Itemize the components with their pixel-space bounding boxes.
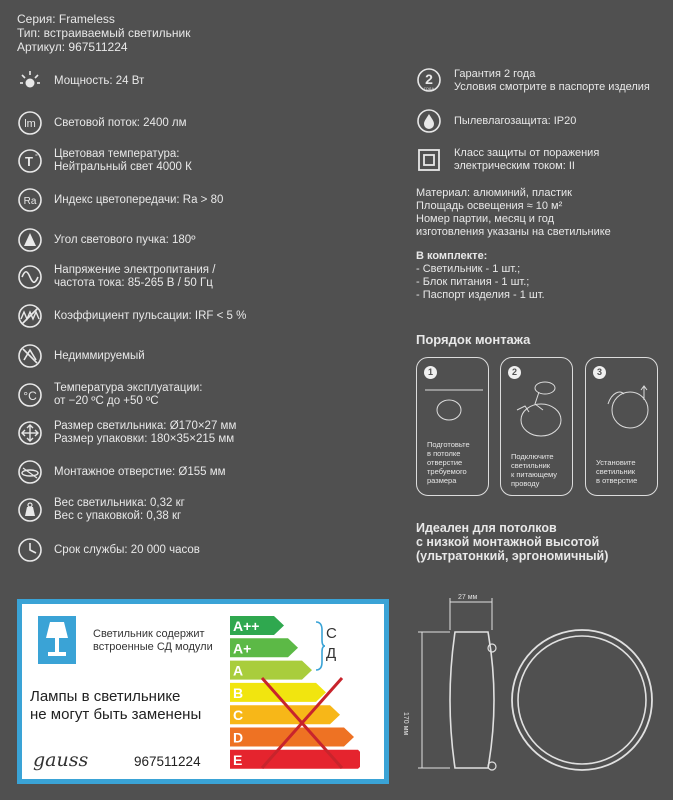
ip-block [416,108,576,134]
spec-color-temp [17,148,192,174]
double-insulation-icon [416,147,442,173]
svg-text:lm: lm [24,118,36,130]
protection-line: электрическим током: II [454,160,575,172]
install-illustration [594,380,652,440]
kit-item: - Паспорт изделия - 1 шт. [416,289,545,301]
spec-line: Цветовая температура: [54,148,180,160]
class-range [326,624,337,664]
ripple-icon [17,303,43,329]
spec-line: Размер светильника: Ø170×27 мм [54,420,237,432]
material-info [416,187,611,239]
lamp-icon [38,616,76,669]
weight-icon [17,497,43,523]
svg-text:°C: °C [23,389,37,403]
material-line: Материал: алюминий, пластик [416,187,572,199]
spec-line: от −20 ºС до +50 ºС [54,395,159,407]
ceiling-hole-illustration [425,380,483,436]
spec-line: Размер упаковки: 180×35×215 мм [54,433,235,445]
article-line: Артикул: 967511224 [17,40,128,54]
mounting-step-3 [585,357,658,496]
step-number: 1 [424,366,437,379]
spec-line: Нейтральный свет 4000 К [54,161,192,173]
kit-list [416,263,545,302]
energy-bar-label: C [233,707,244,724]
spec-line: Коэффициент пульсации: IRF < 5 % [54,309,247,322]
spec-operating-temp [17,382,203,408]
kit-item: - Блок питания - 1 шт.; [416,276,530,288]
temperature-range-icon [17,382,43,408]
spec-beam-angle [17,227,195,253]
warranty-line: Условия смотрите в паспорте изделия [454,81,650,93]
energy-bar-label: E [233,751,243,768]
wiring-illustration [509,380,567,440]
energy-bar-label: A+ [233,640,252,657]
product-header [17,12,191,54]
warranty-badge [416,68,442,94]
sun-bulb-icon [17,68,43,94]
spec-line: Вес с упаковкой: 0,38 кг [54,510,182,522]
clock-icon [17,537,43,563]
energy-bar-label: B [233,684,244,701]
spec-line: Вес светильника: 0,32 кг [54,497,185,509]
class-range-top: С [326,625,337,642]
label-article: 967511224 [134,754,201,769]
spec-line: Срок службы: 20 000 часов [54,543,200,556]
warranty-unit: ГОДА [423,86,435,91]
size-arrows-icon [17,420,43,446]
step-caption: Подготовьте в потолке отверстие требуемого размера [427,440,470,485]
spec-dimensions [17,420,236,446]
spec-line: Угол светового пучка: 180º [54,233,196,246]
spec-line: Температура эксплуатации: [54,382,203,394]
step-caption: Подключите светильник к питающему проводу [511,452,558,488]
lamps-not-replaceable-text: Лампы в светильнике не могут быть заменены [30,688,202,723]
water-drop-icon [416,108,442,134]
thermometer-icon [17,148,43,174]
step-number: 2 [508,366,521,379]
type-line: Тип: встраиваемый светильник [17,26,191,40]
dimension-drawing [410,590,673,800]
spec-line: Индекс цветопередачи: Ra > 80 [54,193,224,206]
ideal-heading: Идеален для потолков с низкой монтажной высотой (ультратонкий, эргономичный) [416,521,609,563]
spec-voltage [17,264,215,290]
svg-text:Ra: Ra [23,196,37,207]
spec-line: Напряжение электропитания / [54,264,216,276]
led-module-text: Светильник содержит встроенные СД модули [93,628,213,653]
mounting-step-2 [500,357,573,496]
class-range-bottom: Д [326,645,337,662]
energy-bar-d [230,728,354,747]
no-dimmer-icon [17,343,43,369]
spec-line: частота тока: 85-265 В / 50 Гц [54,277,213,289]
spec-mounting-hole [17,459,226,485]
spec-line: Мощность: 24 Вт [54,74,145,87]
energy-bar-c [230,705,340,724]
spec-power [17,68,144,94]
brace-icon [314,620,326,672]
warranty-block [416,68,650,94]
material-line: Номер партии, месяц и год [416,213,555,225]
energy-bar-b [230,683,326,702]
step-number: 3 [593,366,606,379]
ip-line: Пылевлагозащита: IP20 [454,114,577,127]
energy-bar-label: A++ [233,618,260,634]
mounting-title: Порядок монтажа [416,332,531,347]
warranty-years: 2 [425,71,433,87]
material-line: изготовления указаны на светильнике [416,226,611,238]
ra-icon [17,187,43,213]
spec-line: Световой поток: 2400 лм [54,116,187,129]
mounting-hole-icon [17,459,43,485]
spec-dimming [17,343,145,369]
height-dimension-label: 170 мм [402,712,409,736]
step-caption: Установите светильник в отверстие [596,458,638,485]
spec-line: Монтажное отверстие: Ø155 мм [54,465,226,478]
spec-weight [17,497,185,523]
energy-class-bars [230,616,360,776]
energy-label [17,599,389,784]
svg-text:T: T [25,154,33,169]
energy-bar-label: D [233,729,244,746]
spec-lumen [17,110,187,136]
width-dimension-label: 27 мм [458,594,478,601]
warranty-line: Гарантия 2 года [454,68,536,80]
beam-angle-icon [17,227,43,253]
protection-block [416,147,599,173]
spec-line: Недиммируемый [54,349,145,362]
spec-ripple [17,303,246,329]
svg-text:°: ° [35,154,38,161]
energy-bar-label: A [233,662,244,679]
material-line: Площадь освещения ≈ 10 м² [416,200,563,212]
lumen-icon [17,110,43,136]
kit-title: В комплекте: [416,250,488,262]
sine-wave-icon [17,264,43,290]
kit-item: - Светильник - 1 шт.; [416,263,521,275]
spec-lifetime [17,537,200,563]
mounting-step-1 [416,357,489,496]
spec-cri [17,187,223,213]
protection-line: Класс защиты от поражения [454,147,600,159]
series-line: Серия: Frameless [17,12,115,26]
brand-logo: gauss [33,749,89,771]
